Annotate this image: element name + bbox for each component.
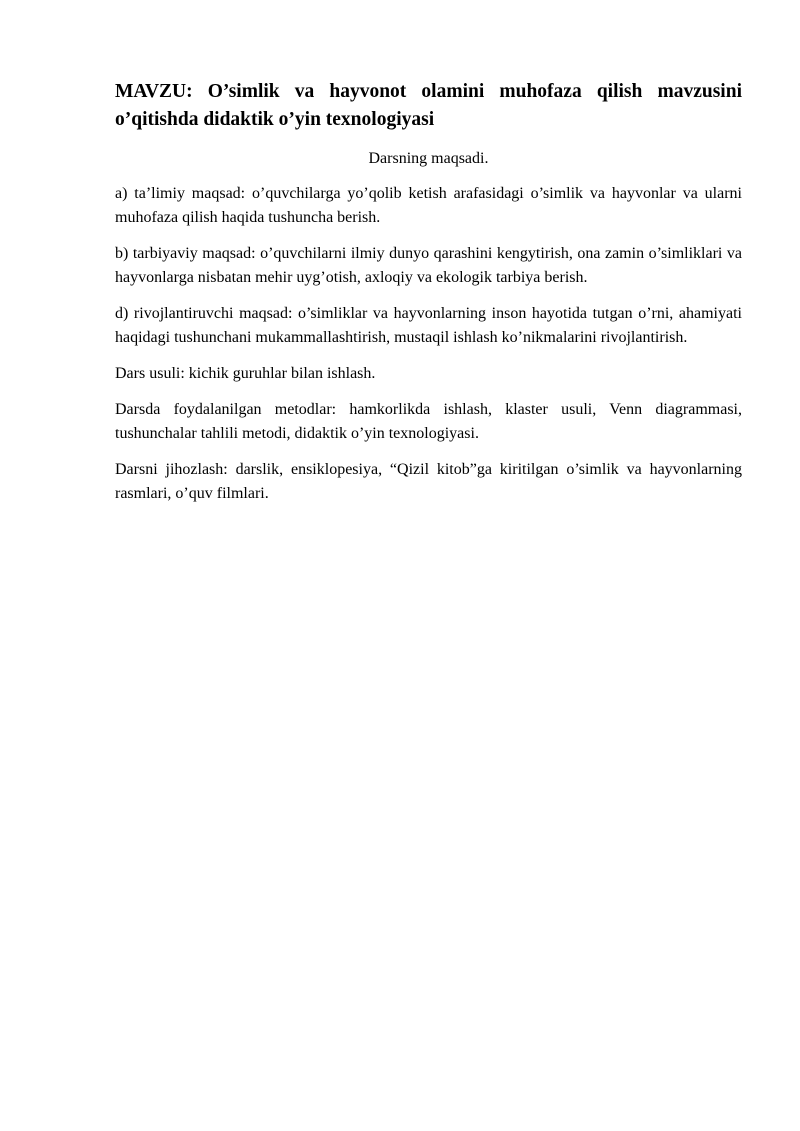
paragraph-methods-used: Darsda foydalanilgan metodlar: hamkorlikda ishlash, klaster usuli, Venn diagrammasi, tushunchalar tahlili metodi, didaktik o’yin texnologiyasi. [115, 401, 742, 442]
paragraph-educational-goal: a) ta’limiy maqsad: o’quvchilarga yo’qolib ketish arafasidagi o’simlik va hayvonlar va ularni muhofaza qilish haqida tushuncha berish. [115, 185, 742, 226]
paragraph-upbringing-goal: b) tarbiyaviy maqsad: o’quvchilarni ilmiy dunyo qarashini kengytirish, ona zamin o’simliklari va hayvonlarga nisbatan mehir uyg’otish, axloqiy va ekologik tarbiya berish. [115, 245, 742, 286]
document-title: MAVZU: O’simlik va hayvonot olamini muhofaza qilish mavzusini o’qitishda didaktik o’yin texnologiyasi [115, 81, 742, 130]
section-heading: Darsning maqsadi. [368, 150, 489, 167]
paragraph-equipment: Darsni jihozlash: darslik, ensiklopesiya, “Qizil kitob”ga kiritilgan o’simlik va hayvonlarning rasmlari, o’quv filmlari. [115, 461, 742, 502]
document-page [115, 78, 742, 518]
paragraph-developmental-goal: d) rivojlantiruvchi maqsad: o’simliklar va hayvonlarning inson hayotida tutgan o’rni, ahamiyati haqidagi tushunchani mukammallashtirish, mustaqil ishlash ko’nikmalarini rivojlantirish. [115, 305, 742, 346]
paragraph-lesson-method: Dars usuli: kichik guruhlar bilan ishlash. [115, 365, 376, 382]
